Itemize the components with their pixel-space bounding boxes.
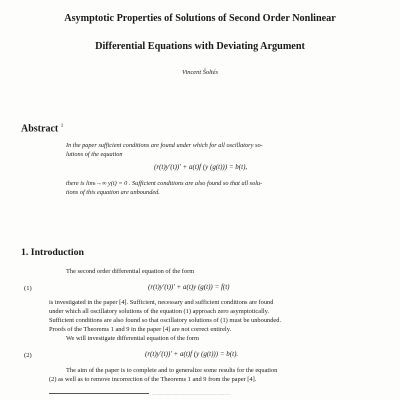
abstract-equation: (r(t)y′(t))′ + a(t)f (y (g(t))) = b(t), <box>154 163 248 171</box>
intro-paragraph-2-line-3: Sufficient conditions are also found so that oscillatory solutions of (1) must be unbounded. <box>49 317 282 324</box>
equation-2: (r(t)y′(t))′ + a(t)f (y (g(t))) = b(t). <box>145 350 239 358</box>
abstract-heading-text: Abstract <box>21 123 59 135</box>
equation-2-label: (2) <box>24 352 32 359</box>
abstract-line-4: tions of this equation are unbounded. <box>66 189 160 196</box>
abstract-line-3: there is limₜ→∞ y(t) = 0 . Sufficient conditions are also found so that all solu- <box>66 180 263 187</box>
footnote-rule <box>49 393 149 394</box>
abstract-heading <box>21 121 63 135</box>
equation-1-label: (1) <box>24 285 32 292</box>
abstract-footnote-marker: 1 <box>60 124 64 129</box>
intro-paragraph-2-line-1: is investigated in the paper [4]. Sufficient, necessary and sufficient conditions are found <box>49 299 274 306</box>
intro-paragraph-1: The second order differential equation of the form <box>66 268 195 275</box>
paper-author: Vincent Šoltés <box>182 69 218 76</box>
footnote-text: .................................................................... <box>152 391 231 396</box>
paper-title-line-1: Asymptotic Properties of Solutions of Second Order Nonlinear <box>64 13 336 24</box>
intro-paragraph-4-line-1: The aim of the paper is to complete and to generalize some results for the equation <box>66 367 278 374</box>
intro-paragraph-2-line-4: Proofs of the Theorems 1 and 9 in the paper [4] are not correct entirely. <box>49 326 232 333</box>
intro-paragraph-4-line-2: (2) as well as to remove incorrection of the Theorems 1 and 9 from the paper [4]. <box>49 376 257 383</box>
section-1-heading: 1. Introduction <box>21 247 84 258</box>
intro-paragraph-3: We will investigate differential equation of the form <box>66 335 199 342</box>
abstract-line-1: In the paper sufficient conditions are found under which for all oscillatory so- <box>66 142 263 149</box>
equation-1: (r(t)y′(t))′ + a(t)y (g(t)) = f(t) <box>148 283 230 291</box>
paper-title-line-2: Differential Equations with Deviating Argument <box>95 41 305 52</box>
abstract-line-2: lutions of the equation <box>66 151 123 158</box>
intro-paragraph-2-line-2: under which all oscillatory solutions of the equation (1) approach zero asymptotically. <box>49 308 269 315</box>
